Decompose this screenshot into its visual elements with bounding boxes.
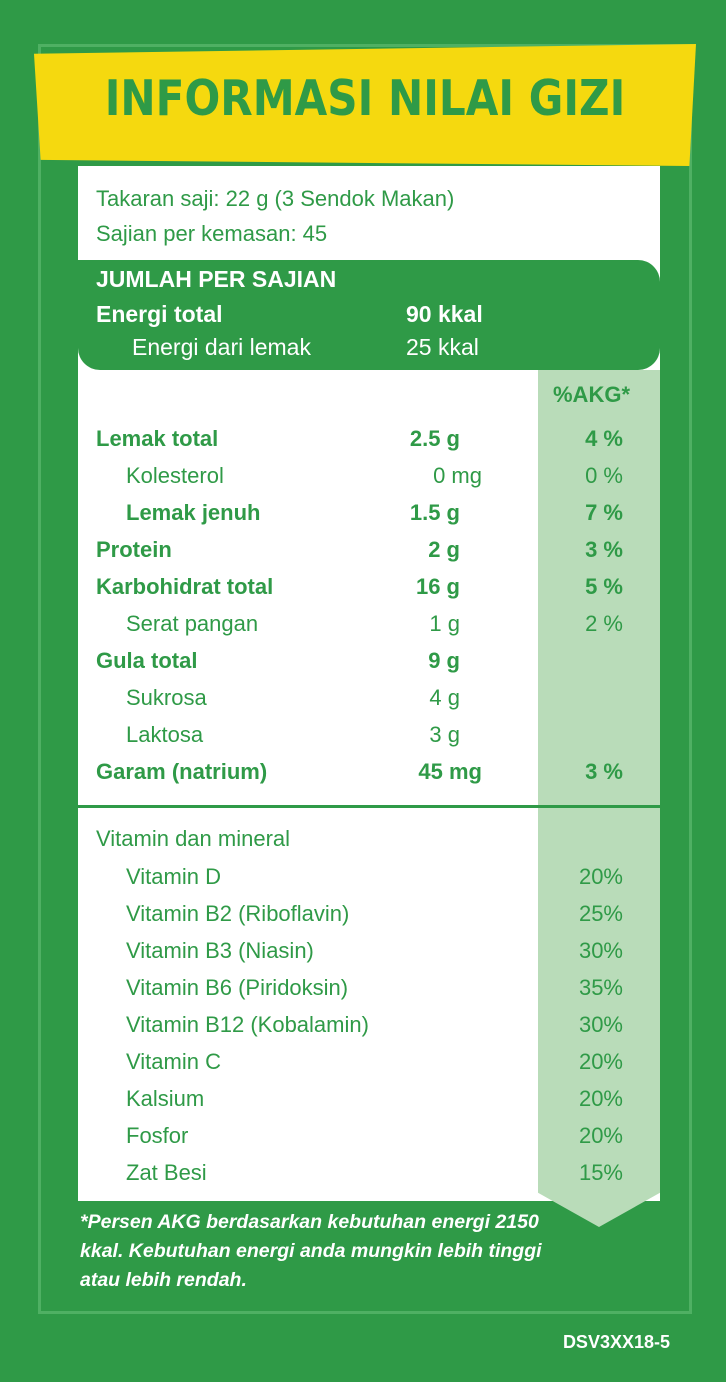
nutrient-label: Protein [96,537,172,562]
nutrient-amount: 2.5 g [409,426,460,451]
nutrient-label: Laktosa [126,722,204,747]
nutrient-amount: 1.5 g [409,500,460,525]
nutrient-label: Serat pangan [126,611,259,636]
footnote: *Persen AKG berdasarkan kebutuhan energi 2150 kkal. Kebutuhan energi anda mungkin lebih tinggi atau lebih rendah. [80,1211,542,1291]
nutrient-label: Gula total [96,648,198,673]
energy-from-fat-value: 25 kkal [406,334,479,360]
nutrient-akg: 4 % [585,426,623,451]
vitamin-akg: 20% [578,1086,623,1111]
amount-per-serving-header: JUMLAH PER SAJIAN [96,266,337,292]
nutrient-amount: 3 g [429,722,460,747]
vitamin-akg: 35% [578,975,623,1000]
servings-per-pack: Sajian per kemasan: 45 [96,221,328,246]
vitamin-akg: 30% [578,1012,623,1037]
nutrient-label: Lemak total [96,426,219,451]
vitamin-label: Fosfor [126,1123,189,1148]
nutrient-akg: 0 % [585,463,623,488]
energy-total-value: 90 kkal [406,301,483,327]
vitamins-header: Vitamin dan mineral [96,826,291,851]
vitamin-label: Vitamin B3 (Niasin) [126,938,314,963]
nutrient-label: Lemak jenuh [126,500,261,525]
product-code: DSV3XX18-5 [562,1332,670,1352]
serving-size: Takaran saji: 22 g (3 Sendok Makan) [96,186,455,211]
nutrient-amount: 9 g [428,648,460,673]
nutrient-amount: 45 mg [418,759,482,784]
nutrient-label: Garam (natrium) [96,759,268,784]
nutrient-akg: 3 % [585,537,623,562]
vitamin-label: Zat Besi [126,1160,207,1185]
vitamin-label: Vitamin D [126,864,221,889]
nutrient-akg: 3 % [585,759,623,784]
section-divider [78,805,660,808]
vitamin-akg: 20% [578,864,623,889]
nutrient-amount: 4 g [429,685,460,710]
vitamin-label: Kalsium [126,1086,205,1111]
nutrient-label: Sukrosa [126,685,207,710]
nutrient-akg: 5 % [585,574,623,599]
nutrient-amount: 0 mg [433,463,482,488]
vitamin-label: Vitamin B12 (Kobalamin) [126,1012,369,1037]
vitamin-akg: 20% [578,1049,623,1074]
vitamin-label: Vitamin B6 (Piridoksin) [126,975,349,1000]
vitamin-akg: 30% [578,938,623,963]
nutrient-amount: 16 g [415,574,460,599]
nutrient-akg: 7 % [585,500,623,525]
nutrient-label: Kolesterol [126,463,224,488]
akg-header: %AKG* [553,382,631,407]
vitamin-label: Vitamin B2 (Riboflavin) [126,901,350,926]
vitamin-akg: 25% [578,901,623,926]
page-title: INFORMASI NILAI GIZI [104,70,626,127]
vitamin-akg: 15% [578,1160,623,1185]
nutrient-akg: 2 % [585,611,623,636]
vitamin-label: Vitamin C [126,1049,221,1074]
nutrient-amount: 2 g [428,537,460,562]
nutrient-label: Karbohidrat total [96,574,274,599]
energy-total-label: Energi total [96,301,223,327]
vitamin-akg: 20% [578,1123,623,1148]
nutrient-amount: 1 g [429,611,460,636]
energy-from-fat-label: Energi dari lemak [132,334,311,360]
